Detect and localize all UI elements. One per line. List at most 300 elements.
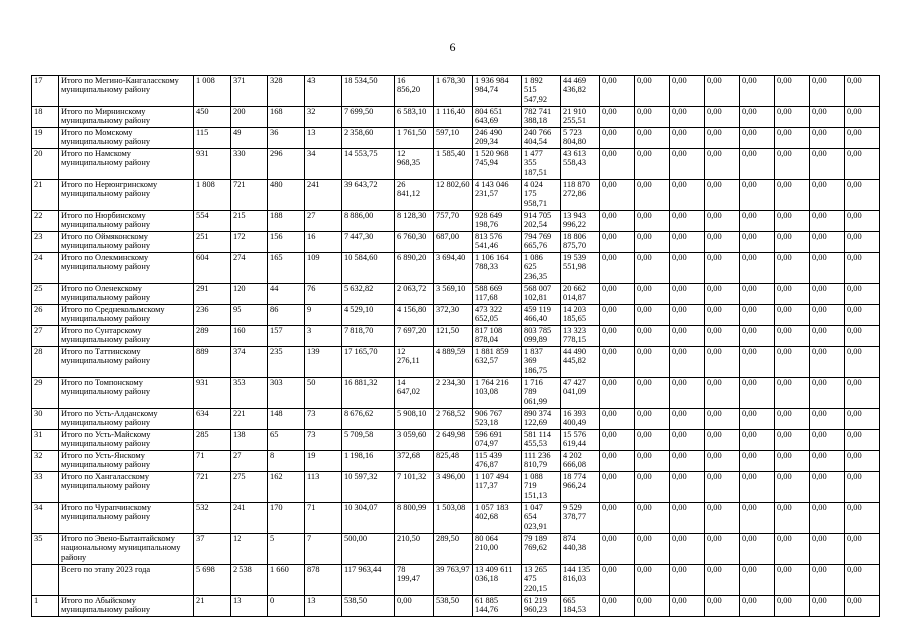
row-number-cell: 26	[32, 305, 59, 326]
value-cell: 4 529,10	[342, 305, 395, 326]
value-cell: 0,00	[600, 180, 635, 211]
value-cell: 0,00	[705, 253, 740, 284]
value-cell: 37	[194, 534, 231, 565]
district-name-cell: Итого по Абыйскому муниципальному району	[59, 596, 194, 617]
value-cell: 0,00	[395, 596, 434, 617]
value-cell: 0,00	[670, 253, 705, 284]
value-cell: 39 763,97	[434, 565, 473, 596]
value-cell: 0,00	[635, 430, 670, 451]
value-cell: 5	[268, 534, 305, 565]
value-cell: 8 676,62	[342, 409, 395, 430]
value-cell: 0,00	[705, 378, 740, 409]
value-cell: 0,00	[635, 347, 670, 378]
value-cell: 0,00	[740, 534, 775, 565]
row-number-cell: 20	[32, 149, 59, 180]
value-cell: 71	[305, 503, 342, 534]
value-cell: 0,00	[670, 128, 705, 149]
table-row	[32, 107, 880, 128]
value-cell: 0,00	[810, 128, 845, 149]
value-cell: 0,00	[670, 472, 705, 503]
table-row	[32, 430, 880, 451]
value-cell: 95	[231, 305, 268, 326]
value-cell: 16 393 400,49	[561, 409, 600, 430]
value-cell: 289,50	[434, 534, 473, 565]
value-cell: 0,00	[775, 253, 810, 284]
table-row	[32, 378, 880, 409]
value-cell: 61 219 960,23	[522, 596, 561, 617]
value-cell: 0,00	[810, 180, 845, 211]
value-cell: 0,00	[810, 347, 845, 378]
value-cell: 928 649 198,76	[473, 211, 522, 232]
value-cell: 538,50	[434, 596, 473, 617]
value-cell: 5 632,82	[342, 284, 395, 305]
value-cell: 0,00	[600, 284, 635, 305]
value-cell: 0	[268, 596, 305, 617]
value-cell: 0,00	[705, 565, 740, 596]
value-cell: 10 304,07	[342, 503, 395, 534]
value-cell: 889	[194, 347, 231, 378]
row-number-cell: 21	[32, 180, 59, 211]
value-cell: 157	[268, 326, 305, 347]
value-cell: 49	[231, 128, 268, 149]
value-cell: 0,00	[670, 232, 705, 253]
row-number-cell: 17	[32, 76, 59, 107]
value-cell: 0,00	[635, 149, 670, 180]
value-cell: 0,00	[775, 503, 810, 534]
value-cell: 200	[231, 107, 268, 128]
district-name-cell: Итого по Сунтарскому муниципальному району	[59, 326, 194, 347]
row-number-cell: 27	[32, 326, 59, 347]
value-cell: 1 106 164 788,33	[473, 253, 522, 284]
district-name-cell: Итого по Таттинскому муниципальному району	[59, 347, 194, 378]
table-row	[32, 347, 880, 378]
value-cell: 0,00	[670, 284, 705, 305]
value-cell: 13 265 475 220,15	[522, 565, 561, 596]
value-cell: 14 647,02	[395, 378, 434, 409]
value-cell: 804 651 643,69	[473, 107, 522, 128]
value-cell: 1 057 183 402,68	[473, 503, 522, 534]
value-cell: 13 323 778,15	[561, 326, 600, 347]
value-cell: 0,00	[600, 409, 635, 430]
value-cell: 7	[305, 534, 342, 565]
table-row	[32, 409, 880, 430]
table-row	[32, 451, 880, 472]
row-number-cell: 23	[32, 232, 59, 253]
value-cell: 27	[305, 211, 342, 232]
value-cell: 1 107 494 117,37	[473, 472, 522, 503]
value-cell: 0,00	[600, 253, 635, 284]
district-name-cell: Всего по этапу 2023 года	[59, 565, 194, 596]
district-name-cell: Итого по Нерюнгринскому муниципальному району	[59, 180, 194, 211]
value-cell: 0,00	[600, 565, 635, 596]
value-cell: 1 477 355 187,51	[522, 149, 561, 180]
value-cell: 0,00	[635, 232, 670, 253]
value-cell: 210,50	[395, 534, 434, 565]
value-cell: 0,00	[600, 451, 635, 472]
value-cell: 50	[305, 378, 342, 409]
district-name-cell: Итого по Чурапчинскому муниципальному району	[59, 503, 194, 534]
value-cell: 80 064 210,00	[473, 534, 522, 565]
value-cell: 0,00	[740, 596, 775, 617]
value-cell: 36	[268, 128, 305, 149]
table-row	[32, 503, 880, 534]
value-cell: 568 007 102,81	[522, 284, 561, 305]
value-cell: 0,00	[705, 284, 740, 305]
value-cell: 687,00	[434, 232, 473, 253]
value-cell: 120	[231, 284, 268, 305]
value-cell: 241	[305, 180, 342, 211]
value-cell: 0,00	[740, 284, 775, 305]
value-cell: 0,00	[600, 232, 635, 253]
value-cell: 235	[268, 347, 305, 378]
value-cell: 0,00	[810, 534, 845, 565]
value-cell: 817 108 878,04	[473, 326, 522, 347]
value-cell: 588 669 117,68	[473, 284, 522, 305]
table-row	[32, 565, 880, 596]
value-cell: 236	[194, 305, 231, 326]
value-cell: 0,00	[810, 211, 845, 232]
value-cell: 0,00	[775, 180, 810, 211]
value-cell: 0,00	[635, 128, 670, 149]
value-cell: 12 802,60	[434, 180, 473, 211]
value-cell: 215	[231, 211, 268, 232]
value-cell: 13 409 611 036,18	[473, 565, 522, 596]
value-cell: 47 427 041,09	[561, 378, 600, 409]
value-cell: 596 691 074,97	[473, 430, 522, 451]
value-cell: 0,00	[705, 347, 740, 378]
value-cell: 328	[268, 76, 305, 107]
value-cell: 3	[305, 326, 342, 347]
value-cell: 538,50	[342, 596, 395, 617]
value-cell: 0,00	[810, 409, 845, 430]
value-cell: 0,00	[600, 430, 635, 451]
value-cell: 0,00	[740, 305, 775, 326]
value-cell: 65	[268, 430, 305, 451]
value-cell: 0,00	[635, 253, 670, 284]
table-row	[32, 149, 880, 180]
value-cell: 44 490 445,82	[561, 347, 600, 378]
value-cell: 874 440,38	[561, 534, 600, 565]
value-cell: 878	[305, 565, 342, 596]
district-name-cell: Итого по Намскому муниципальному району	[59, 149, 194, 180]
value-cell: 18 774 966,24	[561, 472, 600, 503]
value-cell: 3 496,00	[434, 472, 473, 503]
value-cell: 0,00	[705, 472, 740, 503]
value-cell: 0,00	[740, 149, 775, 180]
value-cell: 0,00	[705, 451, 740, 472]
value-cell: 794 769 665,76	[522, 232, 561, 253]
value-cell: 634	[194, 409, 231, 430]
value-cell: 0,00	[810, 284, 845, 305]
value-cell: 0,00	[635, 284, 670, 305]
value-cell: 0,00	[845, 534, 880, 565]
value-cell: 0,00	[600, 472, 635, 503]
value-cell: 170	[268, 503, 305, 534]
value-cell: 0,00	[600, 128, 635, 149]
value-cell: 0,00	[635, 451, 670, 472]
row-number-cell: 22	[32, 211, 59, 232]
value-cell: 0,00	[635, 211, 670, 232]
value-cell: 0,00	[670, 76, 705, 107]
value-cell: 1 585,40	[434, 149, 473, 180]
value-cell: 353	[231, 378, 268, 409]
value-cell: 61 885 144,76	[473, 596, 522, 617]
value-cell: 121,50	[434, 326, 473, 347]
value-cell: 0,00	[810, 451, 845, 472]
value-cell: 0,00	[810, 326, 845, 347]
value-cell: 274	[231, 253, 268, 284]
value-cell: 115	[194, 128, 231, 149]
value-cell: 0,00	[845, 128, 880, 149]
value-cell: 8	[268, 451, 305, 472]
district-name-cell: Итого по Хангаласскому муниципальному району	[59, 472, 194, 503]
value-cell: 0,00	[810, 305, 845, 326]
value-cell: 0,00	[600, 326, 635, 347]
value-cell: 0,00	[775, 232, 810, 253]
report-table-body	[32, 76, 880, 617]
value-cell: 0,00	[740, 211, 775, 232]
value-cell: 0,00	[670, 409, 705, 430]
row-number-cell	[32, 565, 59, 596]
value-cell: 0,00	[845, 305, 880, 326]
value-cell: 139	[305, 347, 342, 378]
value-cell: 0,00	[845, 430, 880, 451]
value-cell: 19	[305, 451, 342, 472]
value-cell: 0,00	[845, 326, 880, 347]
value-cell: 0,00	[845, 409, 880, 430]
value-cell: 4 024 175 958,71	[522, 180, 561, 211]
value-cell: 330	[231, 149, 268, 180]
value-cell: 480	[268, 180, 305, 211]
value-cell: 0,00	[845, 378, 880, 409]
value-cell: 0,00	[740, 128, 775, 149]
value-cell: 43	[305, 76, 342, 107]
value-cell: 0,00	[845, 232, 880, 253]
value-cell: 241	[231, 503, 268, 534]
value-cell: 0,00	[705, 107, 740, 128]
value-cell: 0,00	[740, 76, 775, 107]
value-cell: 0,00	[845, 76, 880, 107]
district-name-cell: Итого по Томпонскому муниципальному району	[59, 378, 194, 409]
value-cell: 71	[194, 451, 231, 472]
value-cell: 296	[268, 149, 305, 180]
value-cell: 0,00	[705, 503, 740, 534]
value-cell: 597,10	[434, 128, 473, 149]
value-cell: 5 709,58	[342, 430, 395, 451]
value-cell: 115 439 476,87	[473, 451, 522, 472]
value-cell: 0,00	[740, 180, 775, 211]
value-cell: 374	[231, 347, 268, 378]
value-cell: 289	[194, 326, 231, 347]
value-cell: 4 889,59	[434, 347, 473, 378]
value-cell: 1 892 515 547,92	[522, 76, 561, 107]
value-cell: 2 649,98	[434, 430, 473, 451]
value-cell: 79 189 769,62	[522, 534, 561, 565]
value-cell: 78 199,47	[395, 565, 434, 596]
value-cell: 221	[231, 409, 268, 430]
value-cell: 450	[194, 107, 231, 128]
value-cell: 372,68	[395, 451, 434, 472]
value-cell: 0,00	[670, 180, 705, 211]
value-cell: 7 447,30	[342, 232, 395, 253]
value-cell: 275	[231, 472, 268, 503]
value-cell: 0,00	[635, 107, 670, 128]
value-cell: 251	[194, 232, 231, 253]
value-cell: 0,00	[775, 409, 810, 430]
value-cell: 931	[194, 149, 231, 180]
value-cell: 156	[268, 232, 305, 253]
value-cell: 473 322 652,05	[473, 305, 522, 326]
value-cell: 0,00	[740, 347, 775, 378]
value-cell: 34	[305, 149, 342, 180]
value-cell: 16 881,32	[342, 378, 395, 409]
value-cell: 890 374 122,69	[522, 409, 561, 430]
value-cell: 1 198,16	[342, 451, 395, 472]
value-cell: 0,00	[705, 326, 740, 347]
value-cell: 12	[231, 534, 268, 565]
value-cell: 0,00	[810, 232, 845, 253]
value-cell: 0,00	[740, 409, 775, 430]
value-cell: 0,00	[810, 503, 845, 534]
row-number-cell: 25	[32, 284, 59, 305]
value-cell: 20 662 014,87	[561, 284, 600, 305]
value-cell: 371	[231, 76, 268, 107]
value-cell: 0,00	[600, 534, 635, 565]
value-cell: 0,00	[670, 149, 705, 180]
value-cell: 803 785 099,89	[522, 326, 561, 347]
table-row	[32, 253, 880, 284]
value-cell: 0,00	[705, 534, 740, 565]
value-cell: 0,00	[775, 451, 810, 472]
value-cell: 1 808	[194, 180, 231, 211]
value-cell: 240 766 404,54	[522, 128, 561, 149]
value-cell: 7 101,32	[395, 472, 434, 503]
value-cell: 0,00	[740, 503, 775, 534]
report-table	[31, 75, 880, 617]
table-row	[32, 180, 880, 211]
value-cell: 168	[268, 107, 305, 128]
row-number-cell: 28	[32, 347, 59, 378]
value-cell: 0,00	[600, 305, 635, 326]
value-cell: 1 116,40	[434, 107, 473, 128]
value-cell: 0,00	[705, 76, 740, 107]
value-cell: 13	[305, 596, 342, 617]
value-cell: 0,00	[635, 409, 670, 430]
value-cell: 0,00	[740, 232, 775, 253]
value-cell: 0,00	[810, 565, 845, 596]
district-name-cell: Итого по Усть-Янскому муниципальному району	[59, 451, 194, 472]
value-cell: 721	[231, 180, 268, 211]
value-cell: 372,30	[434, 305, 473, 326]
value-cell: 0,00	[635, 472, 670, 503]
value-cell: 0,00	[845, 503, 880, 534]
district-name-cell: Итого по Усть-Алданскому муниципальному району	[59, 409, 194, 430]
value-cell: 0,00	[810, 472, 845, 503]
value-cell: 2 358,60	[342, 128, 395, 149]
value-cell: 721	[194, 472, 231, 503]
row-number-cell: 32	[32, 451, 59, 472]
value-cell: 19 539 551,98	[561, 253, 600, 284]
value-cell: 0,00	[635, 180, 670, 211]
value-cell: 111 236 810,79	[522, 451, 561, 472]
value-cell: 0,00	[740, 451, 775, 472]
value-cell: 10 584,60	[342, 253, 395, 284]
value-cell: 6 890,20	[395, 253, 434, 284]
value-cell: 13	[231, 596, 268, 617]
value-cell: 162	[268, 472, 305, 503]
value-cell: 3 059,60	[395, 430, 434, 451]
value-cell: 21	[194, 596, 231, 617]
value-cell: 0,00	[600, 149, 635, 180]
value-cell: 1 086 625 236,35	[522, 253, 561, 284]
value-cell: 138	[231, 430, 268, 451]
value-cell: 0,00	[635, 534, 670, 565]
value-cell: 0,00	[845, 211, 880, 232]
table-row	[32, 76, 880, 107]
value-cell: 0,00	[670, 347, 705, 378]
row-number-cell: 33	[32, 472, 59, 503]
value-cell: 0,00	[670, 503, 705, 534]
value-cell: 6 760,30	[395, 232, 434, 253]
value-cell: 0,00	[600, 503, 635, 534]
value-cell: 1 936 984 984,74	[473, 76, 522, 107]
table-row	[32, 305, 880, 326]
value-cell: 0,00	[705, 128, 740, 149]
value-cell: 303	[268, 378, 305, 409]
value-cell: 2 234,30	[434, 378, 473, 409]
value-cell: 2 538	[231, 565, 268, 596]
row-number-cell: 34	[32, 503, 59, 534]
value-cell: 0,00	[810, 107, 845, 128]
value-cell: 0,00	[775, 305, 810, 326]
value-cell: 782 741 388,18	[522, 107, 561, 128]
district-name-cell: Итого по Оймяконскому муниципальному району	[59, 232, 194, 253]
value-cell: 2 063,72	[395, 284, 434, 305]
value-cell: 1 881 859 632,57	[473, 347, 522, 378]
value-cell: 931	[194, 378, 231, 409]
value-cell: 0,00	[600, 347, 635, 378]
value-cell: 1 660	[268, 565, 305, 596]
value-cell: 604	[194, 253, 231, 284]
table-row	[32, 472, 880, 503]
value-cell: 0,00	[845, 451, 880, 472]
table-row	[32, 128, 880, 149]
value-cell: 0,00	[775, 430, 810, 451]
value-cell: 8 886,00	[342, 211, 395, 232]
value-cell: 0,00	[740, 378, 775, 409]
row-number-cell: 29	[32, 378, 59, 409]
value-cell: 172	[231, 232, 268, 253]
value-cell: 0,00	[600, 211, 635, 232]
value-cell: 813 576 541,46	[473, 232, 522, 253]
value-cell: 0,00	[845, 284, 880, 305]
value-cell: 6 583,10	[395, 107, 434, 128]
value-cell: 0,00	[635, 565, 670, 596]
value-cell: 459 119 466,40	[522, 305, 561, 326]
value-cell: 3 694,40	[434, 253, 473, 284]
value-cell: 5 723 804,80	[561, 128, 600, 149]
value-cell: 8 128,30	[395, 211, 434, 232]
value-cell: 2 768,52	[434, 409, 473, 430]
value-cell: 7 818,70	[342, 326, 395, 347]
value-cell: 0,00	[705, 232, 740, 253]
value-cell: 291	[194, 284, 231, 305]
value-cell: 0,00	[810, 76, 845, 107]
page-number: 6	[449, 40, 456, 54]
value-cell: 0,00	[775, 534, 810, 565]
value-cell: 1 088 719 151,13	[522, 472, 561, 503]
value-cell: 0,00	[740, 430, 775, 451]
